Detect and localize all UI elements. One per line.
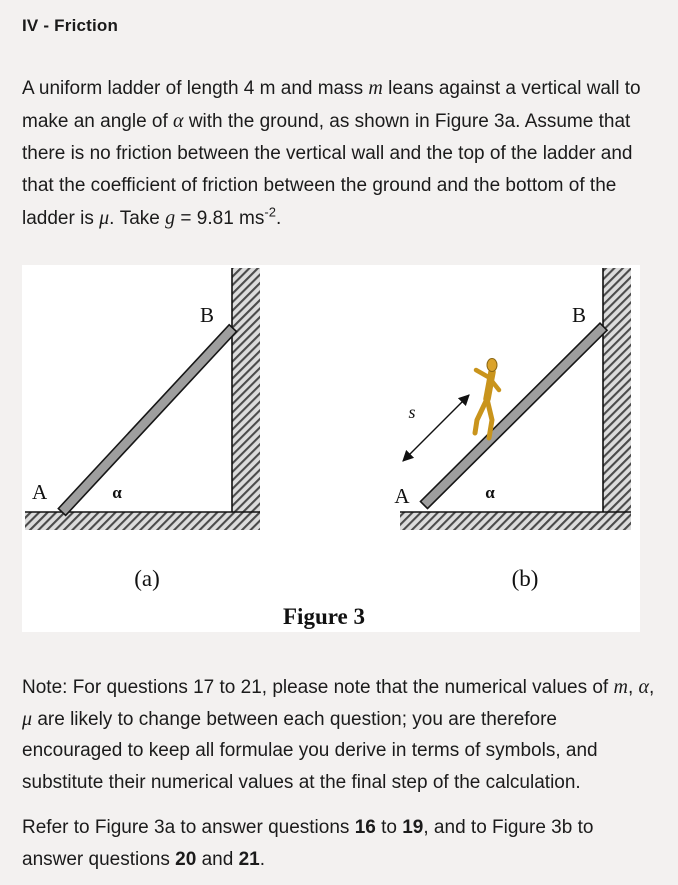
wall-hatch-b (603, 268, 631, 512)
question-number: 21 (238, 849, 260, 870)
math-var-g: g (165, 207, 176, 229)
problem-statement (22, 72, 658, 235)
point-label-a-A: A (32, 480, 48, 504)
angle-label-b: α (485, 483, 495, 502)
text-run: and (196, 849, 239, 870)
subfigure-label-a: (a) (134, 566, 160, 591)
diagram-a (25, 268, 260, 530)
figure-3 (22, 265, 640, 632)
figure-caption: Figure 3 (283, 604, 365, 629)
question-number: 19 (402, 817, 424, 838)
text-run: . Take (109, 208, 166, 229)
math-var-alpha: α (173, 110, 184, 132)
ladder-a (58, 325, 236, 516)
exponent: -2 (264, 204, 276, 220)
text-run: Refer to Figure 3a to answer questions (22, 817, 355, 838)
wall-hatch-a (232, 268, 260, 512)
question-number: 20 (175, 849, 197, 870)
math-var-mu: μ (22, 707, 33, 730)
section-title: IV - Friction (22, 16, 119, 35)
figure-3-svg (22, 265, 640, 632)
climber-leg-right (487, 399, 492, 438)
point-label-a-B: B (199, 303, 215, 327)
climber-leg-left (475, 399, 487, 433)
climber-head (487, 359, 497, 372)
math-var-mu: μ (99, 207, 110, 229)
ground-hatch-a (25, 512, 260, 530)
math-var-m: m (368, 77, 383, 99)
question-number: 16 (354, 817, 376, 838)
text-run: with the ground, as shown in Figure 3a. Assume that there is no friction between the vertical wall and the top of the ladder and that the coefficient of friction between the ground and the bottom of the ladder is (22, 111, 633, 229)
text-run: to (375, 817, 403, 838)
refer-paragraph (22, 812, 658, 876)
math-var-alpha: α (638, 676, 649, 698)
text-run: leans against a vertical wall to make an angle of (22, 78, 641, 132)
math-var-m: m (613, 676, 628, 698)
text-run: , (649, 677, 655, 698)
text-run: , (627, 677, 639, 698)
text-run: , and to Figure 3b to answer questions (22, 817, 594, 870)
subfigure-label-b: (b) (511, 566, 539, 591)
note-paragraph (22, 672, 658, 798)
text-run: . (275, 208, 282, 229)
text-run: For questions 17 to 21, please note that the numerical values of (67, 677, 614, 698)
note-label: Note: (22, 677, 68, 698)
text-run: = 9.81 ms (175, 208, 265, 229)
point-label-b-B: B (571, 303, 587, 327)
text-run: A uniform ladder of length 4 m and mass (22, 78, 369, 99)
ground-hatch-b (400, 512, 631, 530)
text-run: are likely to change between each question; you are therefore encouraged to keep all formulae you derive in terms of symbols, and substitute their numerical values at the final step of the calculation. (22, 708, 598, 793)
diagram-b (394, 268, 631, 530)
point-label-b-A: A (394, 484, 410, 508)
distance-label-s: s (408, 402, 416, 422)
angle-label-a: α (112, 483, 122, 502)
text-run: . (259, 849, 265, 870)
